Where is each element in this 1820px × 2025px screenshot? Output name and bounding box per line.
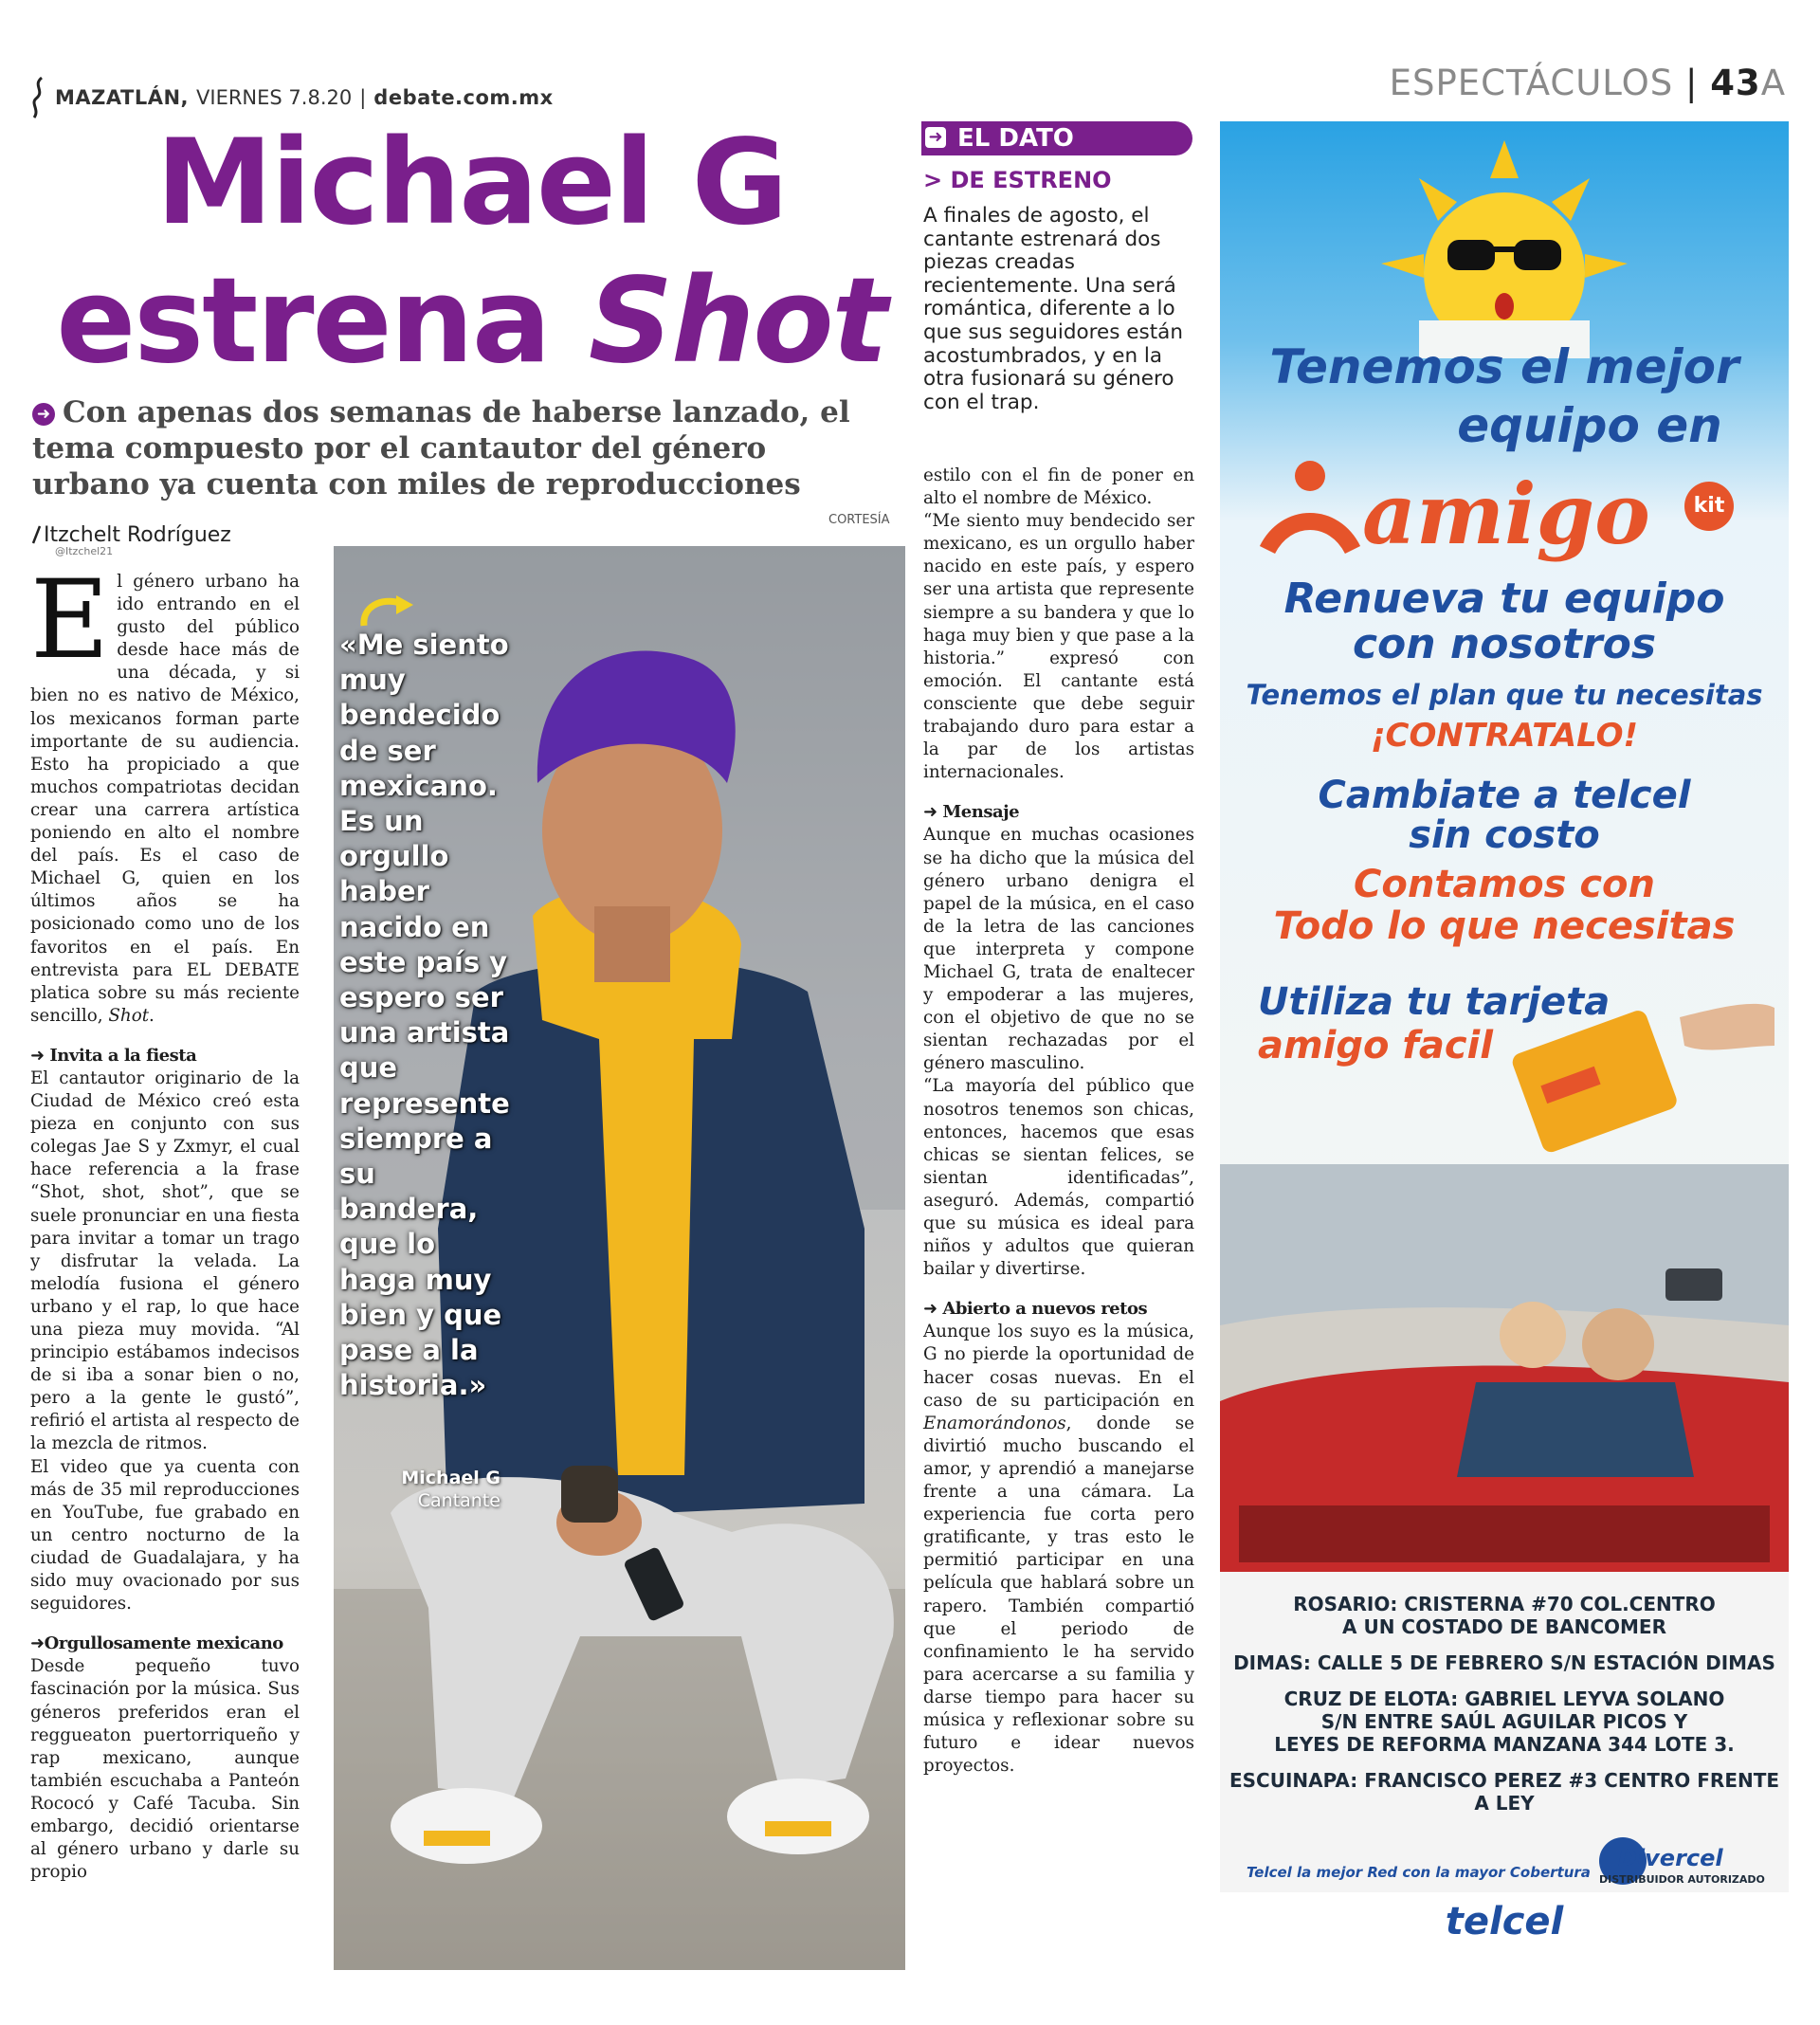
arrow-icon: ➜ [30,1045,50,1066]
ad-contamos1: Contamos con [1354,863,1655,906]
arrow-icon: ➜ [923,802,943,823]
ad-utiliza2: amigo facil [1258,1024,1493,1067]
paragraph: El cantautor originario de la Ciudad de México creó esta pieza en conjunto con sus colegas Jae S y Zxmyr, el cual hace referencia a la frase “Shot, shot, shot”, que se suele pronunciar en una fiesta para invitar a tomar un trago y disfrutar la velada. La melodía fusiona el género urbano y el rap, lo que hace una pieza muy movida. “Al principio estábamos indecisos de si iba a sonar bien o no, pero a la gente le gustó”, refirió el artista al respecto de la mezcla de ritmos. [30,1067,300,1454]
paragraph: “Me siento muy bendecido ser mexicano, es un orgullo haber nacido en este país, y espero ser una artista que represente siempre a su bandera y que lo haga muy bien y que pase a la historia.” expresó con emoción. El cantante está consciente que debe seguir trabajando duro para estar a la par de los artistas internacionales. [923,511,1194,783]
article-column-3 [923,465,1194,1778]
quote-arrow-icon [358,593,417,629]
dek: ➜ Con apenas dos semanas de haberse lanzado, el tema compuesto por el cantautor del género urbano ya cuenta con miles de reproducciones [32,395,850,502]
pull-quote: «Me siento muy bendecido de ser mexicano. Es un orgullo haber nacido en este país y espero ser una artista que represente siempre a su bandera, que lo haga muy bien y que pase a la historia.» [339,629,510,1402]
pen-icon [30,525,44,544]
section-name: ESPECTÁCULOS [1389,63,1674,103]
drop-cap: E [30,556,110,683]
page-suffix: A [1760,63,1786,103]
photo-credit: CORTESÍA [828,513,890,527]
el-dato-title: EL DATO [957,124,1074,153]
paragraph: El género urbano ha ido entrando en el gusto del público desde hace más de una década, y si bien no es nativo de México, los mexicanos forman parte importante de su audiencia. Esto ha propiciado a que muchos compatriotas decidan crear una carrera artística poniendo en alto el nombre del país. Es el caso de Michael G, quien en los últimos años se ha posicionado como uno de los favoritos en el país. En entrevista para EL DEBATE platica sobre su más reciente sencillo, Shot. [30,556,300,1026]
headline-line2: estrena Shot [56,253,886,390]
paragraph: “La mayoría del público que nosotros tenemos son chicas, entonces, hacemos que esas chicas se sientan felices, se sientan identificadas”, aseguró. Además, compartió que su música es ideal para niños y adultos que quieran bailar y divertirse. [923,1076,1194,1280]
ad-contamos2: Todo lo que necesitas [1273,904,1736,948]
el-dato-text: A finales de agosto, el cantante estrenará dos piezas creadas recientemente. Una será romántica, diferente a lo que sus seguidores están acostumbrados, y en la otra fusionará su género con el trap. [923,204,1183,414]
paragraph: Aunque en muchas ocasiones se ha dicho que la música del género urbano denigra el papel de la música, en el caso de la letra de las canciones que interpreta y compone Michael G, trata de enaltecer y empoderar a las mujeres, con el objetivo de que no se sientan rechazadas por el género masculino. [923,825,1194,1074]
headline-italic: Shot [588,253,886,390]
article-column-1 [30,556,300,1884]
dealer-label: DISTRIBUIDOR AUTORIZADO [1599,1873,1765,1886]
ad-address-line: S/N ENTRE SAÚL AGUILAR PICOS Y [1320,1710,1688,1733]
ad-contratalo: ¡CONTRATALO! [1371,717,1638,755]
amigo-figure-icon [1258,455,1362,559]
header-city: MAZATLÁN, [55,86,190,109]
kit-badge: kit [1684,482,1734,531]
arrow-icon: ➜ [30,1633,45,1654]
el-dato-subtitle: > DE ESTRENO [923,167,1112,193]
ad-address-line: CRUZ DE ELOTA: GABRIEL LEYVA SOLANO [1283,1688,1725,1710]
pull-quote-role: Cantante [417,1490,500,1511]
ad-renueva1: Renueva tu equipo [1283,575,1725,623]
subhead-orgullosamente: ➜Orgullosamente mexicano [30,1633,283,1654]
ad-line1: Tenemos el mejor [1269,339,1739,394]
arrow-icon: ➜ [923,1299,943,1320]
headline [30,114,912,391]
ad-plan: Tenemos el plan que tu necesitas [1246,679,1763,711]
ad-utiliza1: Utiliza tu tarjeta [1258,980,1611,1024]
subhead-abierto: ➜ Abierto a nuevos retos [923,1299,1148,1320]
telcel-logo: telcel [1445,1900,1564,1942]
ad-cambiate1: Cambiate a telcel [1318,774,1691,817]
amigo-card-icon [1490,979,1774,1169]
arrow-icon: ➜ [925,127,946,148]
ad-line2: equipo en [1457,398,1722,453]
subhead-mensaje: ➜ Mensaje [923,802,1020,823]
couple-car-photo [1220,1164,1789,1581]
dealer-name: Divercel [1618,1845,1723,1871]
ad-address-line: DIMAS: CALLE 5 DE FEBRERO S/N ESTACIÓN DIMAS [1233,1651,1775,1674]
sun-mascot-icon [1381,140,1628,358]
header-site: debate.com.mx [373,86,554,109]
author: Itzchelt Rodríguez [30,523,231,547]
page-header-right: ESPECTÁCULOS | 43A [1389,63,1786,103]
page-number: 43 [1710,63,1761,103]
arrow-icon: ➜ [32,403,55,426]
paragraph: Aunque los suyo es la música, G no pierde la oportunidad de hacer cosas nuevas. En el caso de su participación en Enamorándonos, donde se divirtió mucho buscando el amor, y aprendió a manejarse frente a una cámara. La experiencia fue corta pero gratificante, y tras esto le permitió participar en una película que hablará sobre un rapero. También compartió que el periodo de confinamiento le ha servido para acercarse a su familia y darse tiempo para hacer su música y reflexionar sobre su futuro e idear nuevos proyectos. [923,1322,1194,1777]
paragraph: Desde pequeño tuvo fascinación por la música. Sus géneros preferidos eran el reggueaton puertorriqueño y rap mexicano, aunque también escuchaba a Panteón Rococó y Café Tacuba. Sin embargo, decidió orientarse al género urbano y darle su propio [30,1656,300,1883]
paragraph: El video que ya cuenta con más de 35 mil reproducciones en YouTube, fue grabado en un centro nocturno de la ciudad de Guadalajara, y ha sido muy ovacionado por sus seguidores. [30,1456,300,1615]
ad-address-line: LEYES DE REFORMA MANZANA 344 LOTE 3. [1274,1733,1735,1756]
subhead-invita: ➜ Invita a la fiesta [30,1045,197,1066]
ad-address-line: ROSARIO: CRISTERNA #70 COL.CENTRO [1293,1593,1716,1615]
headline-line1: Michael G [155,115,787,251]
ad-address-line: A UN COSTADO DE BANCOMER [1342,1615,1666,1638]
ad-renueva2: con nosotros [1352,620,1657,668]
author-handle: @Itzchel21 [55,545,114,557]
pull-quote-name: Michael G [401,1468,500,1488]
advertisement-telcel [1220,121,1789,1942]
ad-cambiate2: sin costo [1409,813,1600,857]
ad-tagline: Telcel la mejor Red con la mayor Cobertura [1247,1864,1591,1881]
amigo-brand: amigo [1362,465,1650,563]
ad-address-line: ESCUINAPA: FRANCISCO PEREZ #3 CENTRO FRENTE A LEY [1228,1769,1780,1815]
header-date: VIERNES 7.8.20 [196,86,353,109]
paragraph: estilo con el fin de poner en alto el nombre de México. [923,465,1194,509]
page-header-left: MAZATLÁN, VIERNES 7.8.20 | debate.com.mx [30,76,554,119]
